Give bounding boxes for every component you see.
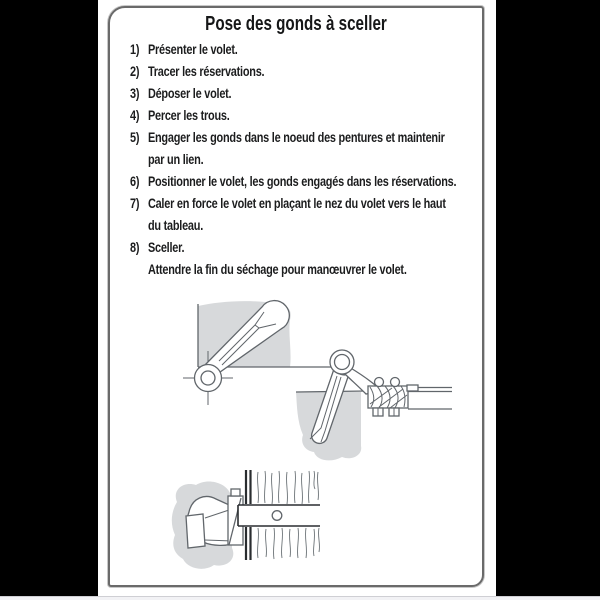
list-item xyxy=(130,38,497,60)
penture-tab xyxy=(407,385,418,391)
step-number: 4) xyxy=(130,107,140,123)
list-item xyxy=(130,192,497,236)
wood-grain-bottom xyxy=(257,528,319,559)
gond-socket xyxy=(186,514,205,548)
step-number: 3) xyxy=(130,85,140,101)
gond-ring-inner xyxy=(335,355,350,370)
step-text: Attendre la fin du séchage pour manœuvrer le volet. xyxy=(147,261,407,277)
list-item xyxy=(130,104,497,126)
illustrations xyxy=(150,283,482,583)
list-item xyxy=(130,236,497,258)
steps-list xyxy=(110,38,482,280)
list-item xyxy=(130,170,497,192)
figure-coupe-volet xyxy=(172,470,320,569)
wood-grain-top xyxy=(257,471,318,504)
scan-edge-strip xyxy=(0,596,600,600)
list-item xyxy=(130,60,497,82)
step-text: Positionner le volet, les gonds engagés dans les réservations. xyxy=(147,173,457,189)
step-number: 6) xyxy=(130,173,140,189)
step-number: 2) xyxy=(130,63,140,79)
step-text: Sceller. xyxy=(147,239,185,255)
list-item xyxy=(130,258,497,280)
pin-inner-circle xyxy=(201,371,215,385)
step-text: par un lien. xyxy=(147,151,204,167)
scanned-page xyxy=(98,0,496,600)
list-item xyxy=(130,82,497,104)
steps-text-block xyxy=(130,38,497,280)
bolt-head xyxy=(375,378,384,387)
step-number: 7) xyxy=(130,195,140,211)
fixing-plate-tab xyxy=(231,489,240,496)
step-text: Caler en force le volet en plaçant le nez du volet vers le haut xyxy=(147,195,446,211)
step-number: 5) xyxy=(130,129,140,145)
page-title: Pose des gonds à sceller xyxy=(205,13,387,35)
bolt-head xyxy=(391,378,400,387)
step-text: du tableau. xyxy=(147,217,204,233)
step-text: Tracer les réservations. xyxy=(147,63,265,79)
step-number: 8) xyxy=(130,239,140,255)
list-item xyxy=(130,126,497,170)
step-text: Présenter le volet. xyxy=(147,41,238,57)
strap-hole xyxy=(272,511,282,521)
step-number xyxy=(130,258,148,280)
step-text: Engager les gonds dans le noeud des pentures et maintenir xyxy=(147,129,445,145)
step-text: Déposer le volet. xyxy=(147,85,232,101)
step-number: 1) xyxy=(130,41,140,57)
instruction-card xyxy=(108,6,484,587)
step-text: Percer les trous. xyxy=(147,107,230,123)
